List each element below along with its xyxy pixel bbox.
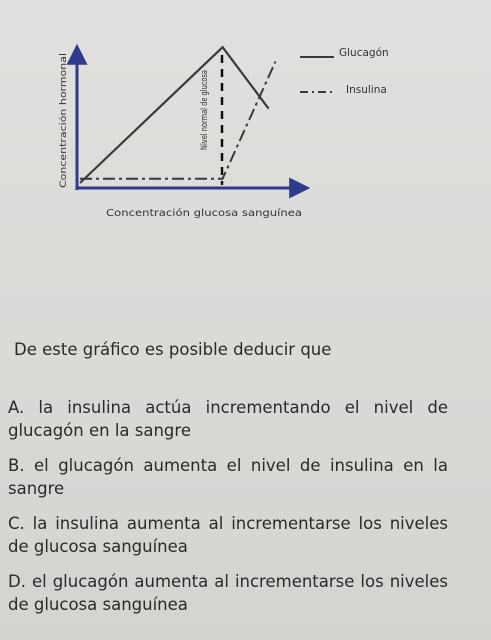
question-prompt: De este gráfico es posible deducir que [14,340,332,359]
answer-options [8,396,448,628]
option-c[interactable]: C. la insulina aumenta al incrementarse los niveles de glucosa sanguínea [8,514,448,556]
option-d[interactable]: D. el glucagón aumenta al incrementarse los niveles de glucosa sanguínea [8,572,448,614]
option-b[interactable]: B. el glucagón aumenta el nivel de insulina en la sangre [8,456,448,498]
y-axis-label: Concentración hormonal [59,83,69,188]
legend [300,47,389,96]
hormone-chart [0,0,491,240]
x-axis-label: Concentración glucosa sanguínea [106,208,275,219]
glucagon-series-line [80,47,269,183]
legend-glucagon-label: Glucagón [339,47,389,59]
option-a[interactable]: A. la insulina actúa incrementando el nivel de glucagón en la sangre [8,398,448,440]
legend-insulin-label: Insulina [346,84,387,96]
normal-glucose-label: Nivel normal de glucosa [200,47,210,150]
